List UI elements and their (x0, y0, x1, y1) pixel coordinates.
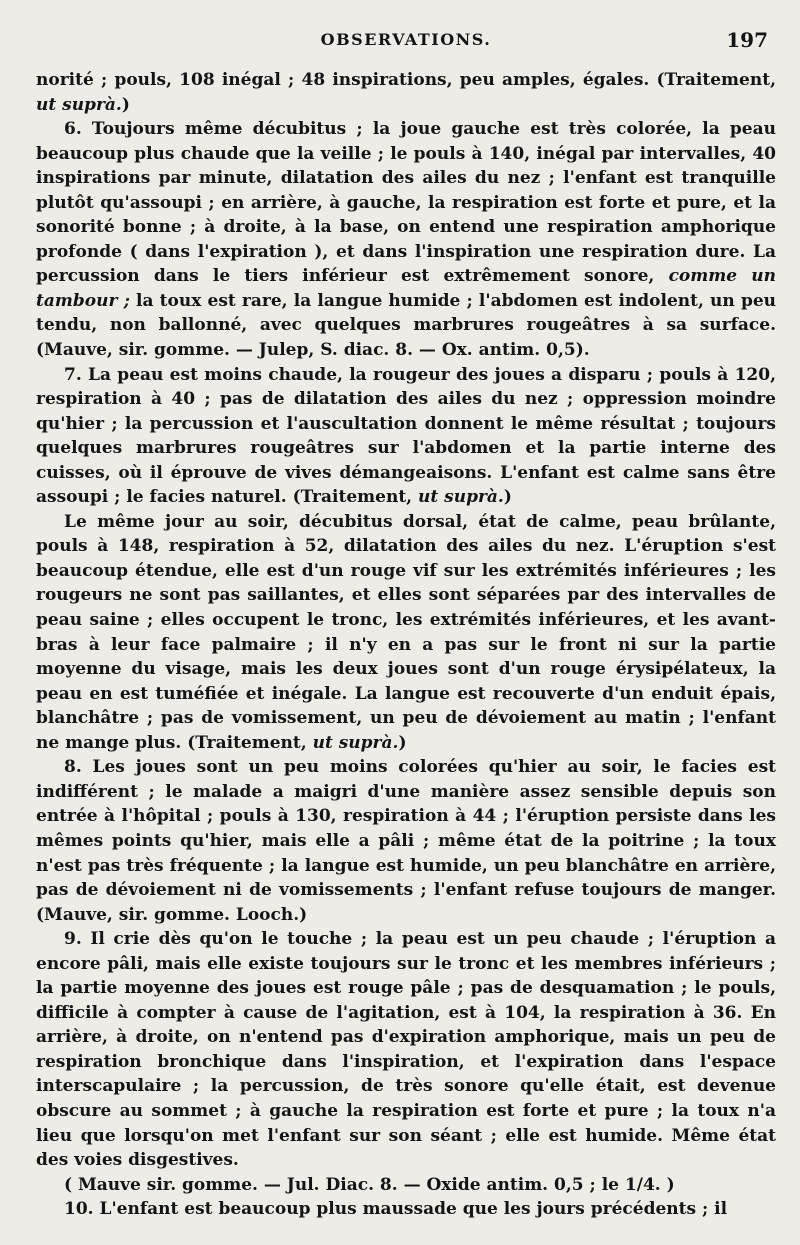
text-run: 9. Il crie dès qu'on le touche ; la peau est un peu chaude ; l'éruption a encore pâli, mais elle existe toujours sur le tronc et les membres inférieurs ; la partie moyenne des joues est rouge pâle ; pas de desquamation ; le pouls, difficile à compter à cause de l'agitation, est à 104, la respiration à 36. En arrière, à droite, on n'entend pas d'expiration amphorique, mais un peu de respiration bronchique dans l'inspiration, et l'expiration dans l'espace interscapulaire ; la percussion, de très sonore qu'elle était, est devenue obscure au sommet ; à gauche la respiration est forte et pure ; la toux n'a lieu que lorsqu'on met l'enfant sur son séant ; elle est humide. Même état des voies disgestives. (36, 929, 776, 1171)
text-run: norité ; pouls, 108 inégal ; 48 inspirations, peu amples, égales. (Traitement, (36, 70, 776, 90)
page-number: 197 (726, 28, 768, 52)
paragraph (36, 1197, 776, 1222)
paragraph (36, 1173, 776, 1198)
text-run: 8. Les joues sont un peu moins colorées qu'hier au soir, le facies est indifférent ; le malade a maigri d'une manière assez sensible depuis son entrée à l'hôpital ; pouls à 130, respiration à 44 ; l'éruption persiste dans les mêmes points qu'hier, mais elle a pâli ; même état de la poitrine ; la toux n'est pas très fréquente ; la langue est humide, un peu blanchâtre en arrière, pas de dévoiement ni de vomissements ; l'enfant refuse toujours de manger. (Mauve, sir. gomme. Looch.) (36, 757, 776, 925)
text-run: ) (121, 94, 130, 115)
text-run: 10. L'enfant est beaucoup plus maussade que les jours précédents ; il (64, 1199, 728, 1220)
paragraph (36, 363, 776, 510)
paragraph (36, 755, 776, 927)
text-run: la toux est rare, la langue humide ; l'abdomen est indolent, un peu tendu, non ballonné, avec quelques marbrures rougeâtres à sa surface. (Mauve, sir. gomme. — Julep, S. diac. 8. — Ox. antim. 0,5). (36, 290, 777, 361)
italic-text: ut suprà. (36, 94, 122, 115)
italic-text: ut suprà. (312, 732, 399, 753)
text-run: ) (398, 732, 407, 753)
paragraph (36, 927, 776, 1172)
text-run: 7. La peau est moins chaude, la rougeur des joues a disparu ; pouls à 120, respiration à 40 ; pas de dilatation des ailes du nez ; oppression moindre qu'hier ; la percussion et l'auscultation donnent le même résultat ; toujours quelques marbrures rougeâtres sur l'abdomen et la partie interne des cuisses, où il éprouve de vives démangeaisons. L'enfant est calme sans être assoupi ; le facies naturel. (Traitement, (36, 364, 776, 508)
text-run: Le même jour au soir, décubitus dorsal, état de calme, peau brûlante, pouls à 148, respiration à 52, dilatation des ailes du nez. L'éruption s'est beaucoup étendue, elle est d'un rouge vif sur les extrémités inférieures ; les rougeurs ne sont pas saillantes, et elles sont séparées par des intervalles de peau saine ; elles occupent le tronc, les extrémités inférieures, et les avant-bras à leur face palmaire ; il n'y en a pas sur le front ni sur la partie moyenne du visage, mais les deux joues sont d'un rouge érysipélateux, la peau en est tuméfiée et inégale. La langue est recouverte d'un enduit épais, blanchâtre ; pas de vomissement, un peu de dévoiement au matin ; l'enfant ne mange plus. (Traitement, (36, 511, 776, 753)
italic-text: ut suprà. (418, 487, 504, 508)
body-text (36, 68, 776, 1222)
running-title: OBSERVATIONS. (320, 30, 492, 49)
italic-text: comme un tambour ; (36, 266, 776, 311)
text-run: ( Mauve sir. gomme. — Jul. Diac. 8. — Oxide antim. 0,5 ; le 1/4. ) (64, 1174, 675, 1195)
paragraph (36, 510, 776, 755)
page-header (36, 30, 776, 60)
text-run: 6. Toujours même décubitus ; la joue gauche est très colorée, la peau beaucoup plus chaude que la veille ; le pouls à 140, inégal par intervalles, 40 inspirations par minute, dilatation des ailes du nez ; l'enfant est tranquille plutôt qu'assoupi ; en arrière, à gauche, la respiration est forte et pure, et la sonorité bonne ; à droite, à la base, on entend une respiration amphorique profonde ( dans l'expiration ), et dans l'inspiration une respiration dure. La percussion dans le tiers inférieur est extrêmement sonore, (36, 119, 776, 287)
paragraph (36, 68, 776, 117)
text-run: ) (503, 487, 512, 508)
paragraph (36, 117, 776, 362)
